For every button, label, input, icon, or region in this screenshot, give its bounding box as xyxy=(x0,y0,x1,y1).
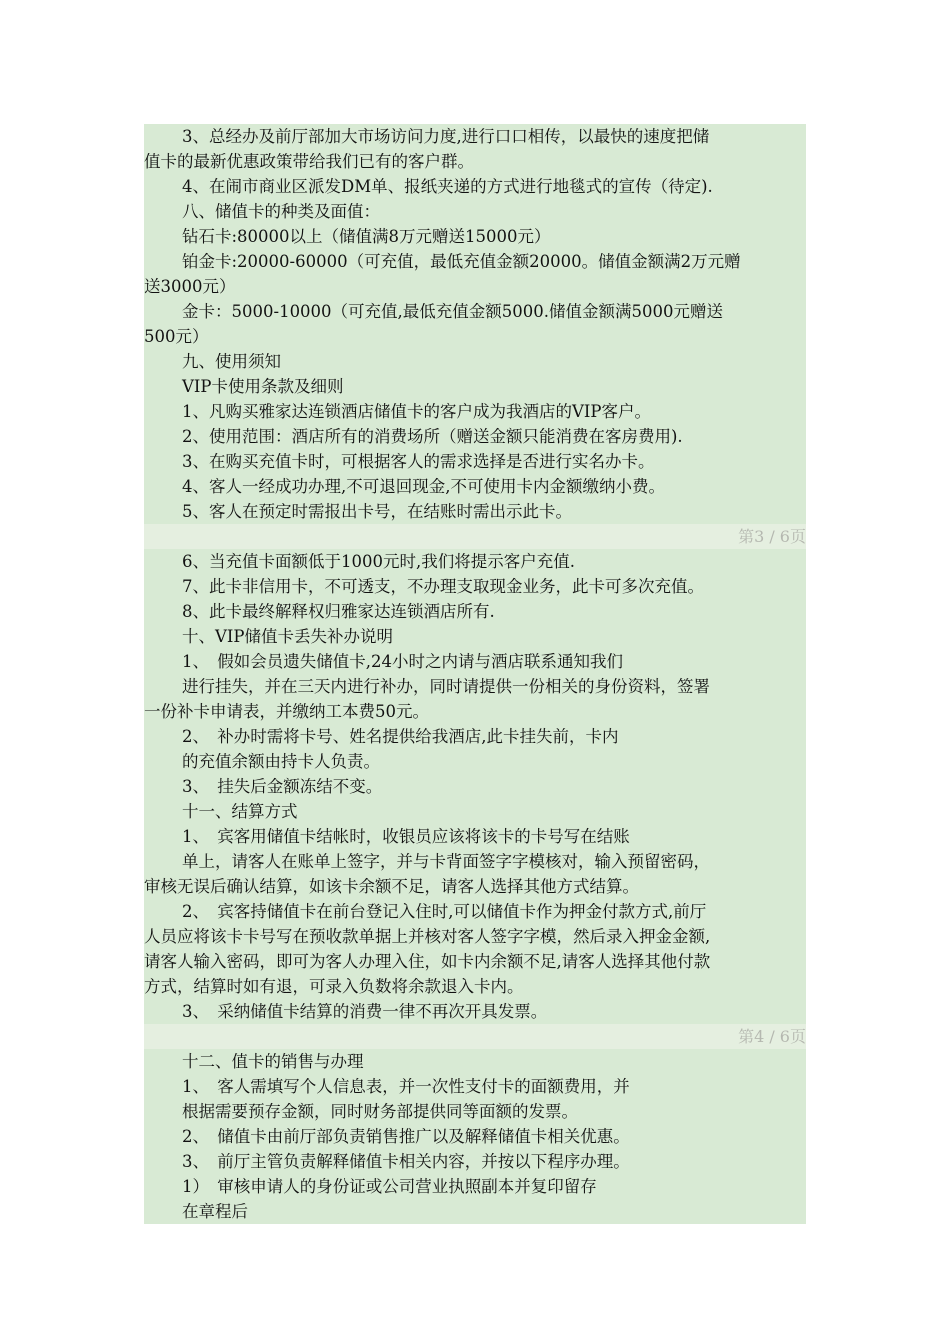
text-line: 十一、结算方式 xyxy=(144,799,806,824)
text-line: 钻石卡:80000以上（储值满8万元赠送15000元） xyxy=(144,224,806,249)
text-line: 5、客人在预定时需报出卡号，在结账时需出示此卡。 xyxy=(144,499,806,524)
page-number: 第3 / 6页 xyxy=(144,524,806,549)
text-line: 一份补卡申请表，并缴纳工本费50元。 xyxy=(144,699,806,724)
text-line: 3、总经办及前厅部加大市场访问力度,进行口口相传，以最快的速度把储 xyxy=(144,124,806,149)
text-line: 十、VIP储值卡丢失补办说明 xyxy=(144,624,806,649)
text-line: 8、此卡最终解释权归雅家达连锁酒店所有. xyxy=(144,599,806,624)
text-line: VIP卡使用条款及细则 xyxy=(144,374,806,399)
text-line: 3、 挂失后金额冻结不变。 xyxy=(144,774,806,799)
text-line: 进行挂失，并在三天内进行补办，同时请提供一份相关的身份资料，签署 xyxy=(144,674,806,699)
text-line: 6、当充值卡面额低于1000元时,我们将提示客户充值. xyxy=(144,549,806,574)
text-line: 十二、值卡的销售与办理 xyxy=(144,1049,806,1074)
text-line: 1、 假如会员遗失储值卡,24小时之内请与酒店联系通知我们 xyxy=(144,649,806,674)
text-line: 金卡：5000-10000（可充值,最低充值金额5000.储值金额满5000元赠送 xyxy=(144,299,806,324)
document-body xyxy=(144,124,806,1224)
text-line: 人员应将该卡卡号写在预收款单据上并核对客人签字字模，然后录入押金金额, xyxy=(144,924,806,949)
text-line: 1、 客人需填写个人信息表，并一次性支付卡的面额费用，并 xyxy=(144,1074,806,1099)
text-line: 铂金卡:20000-60000（可充值，最低充值金额20000。储值金额满2万元赠 xyxy=(144,249,806,274)
text-line: 送3000元） xyxy=(144,274,806,299)
text-line: 八、储值卡的种类及面值： xyxy=(144,199,806,224)
text-line: 3、 前厅主管负责解释储值卡相关内容，并按以下程序办理。 xyxy=(144,1149,806,1174)
text-line: 单上，请客人在账单上签字，并与卡背面签字字模核对，输入预留密码， xyxy=(144,849,806,874)
page-number: 第4 / 6页 xyxy=(144,1024,806,1049)
text-line: 1） 审核申请人的身份证或公司营业执照副本并复印留存 xyxy=(144,1174,806,1199)
text-line: 请客人输入密码，即可为客人办理入住，如卡内余额不足,请客人选择其他付款 xyxy=(144,949,806,974)
text-line: 1、凡购买雅家达连锁酒店储值卡的客户成为我酒店的VIP客户。 xyxy=(144,399,806,424)
text-line: 2、 宾客持储值卡在前台登记入住时,可以储值卡作为押金付款方式,前厅 xyxy=(144,899,806,924)
text-line: 3、 采纳储值卡结算的消费一律不再次开具发票。 xyxy=(144,999,806,1024)
text-line: 值卡的最新优惠政策带给我们已有的客户群。 xyxy=(144,149,806,174)
text-line: 方式，结算时如有退，可录入负数将余款退入卡内。 xyxy=(144,974,806,999)
text-line: 3、在购买充值卡时，可根据客人的需求选择是否进行实名办卡。 xyxy=(144,449,806,474)
text-line: 九、使用须知 xyxy=(144,349,806,374)
text-line: 根据需要预存金额，同时财务部提供同等面额的发票。 xyxy=(144,1099,806,1124)
text-line: 7、此卡非信用卡，不可透支，不办理支取现金业务，此卡可多次充值。 xyxy=(144,574,806,599)
text-line: 2、 储值卡由前厅部负责销售推广以及解释储值卡相关优惠。 xyxy=(144,1124,806,1149)
text-line: 4、在闹市商业区派发DM单、报纸夹递的方式进行地毯式的宣传（待定). xyxy=(144,174,806,199)
text-line: 在章程后 xyxy=(144,1199,806,1224)
text-line: 2、使用范围：酒店所有的消费场所（赠送金额只能消费在客房费用). xyxy=(144,424,806,449)
text-line: 500元） xyxy=(144,324,806,349)
text-line: 审核无误后确认结算，如该卡余额不足，请客人选择其他方式结算。 xyxy=(144,874,806,899)
text-line: 4、客人一经成功办理,不可退回现金,不可使用卡内金额缴纳小费。 xyxy=(144,474,806,499)
text-line: 2、 补办时需将卡号、姓名提供给我酒店,此卡挂失前，卡内 xyxy=(144,724,806,749)
text-line: 的充值余额由持卡人负责。 xyxy=(144,749,806,774)
text-line: 1、 宾客用储值卡结帐时，收银员应该将该卡的卡号写在结账 xyxy=(144,824,806,849)
